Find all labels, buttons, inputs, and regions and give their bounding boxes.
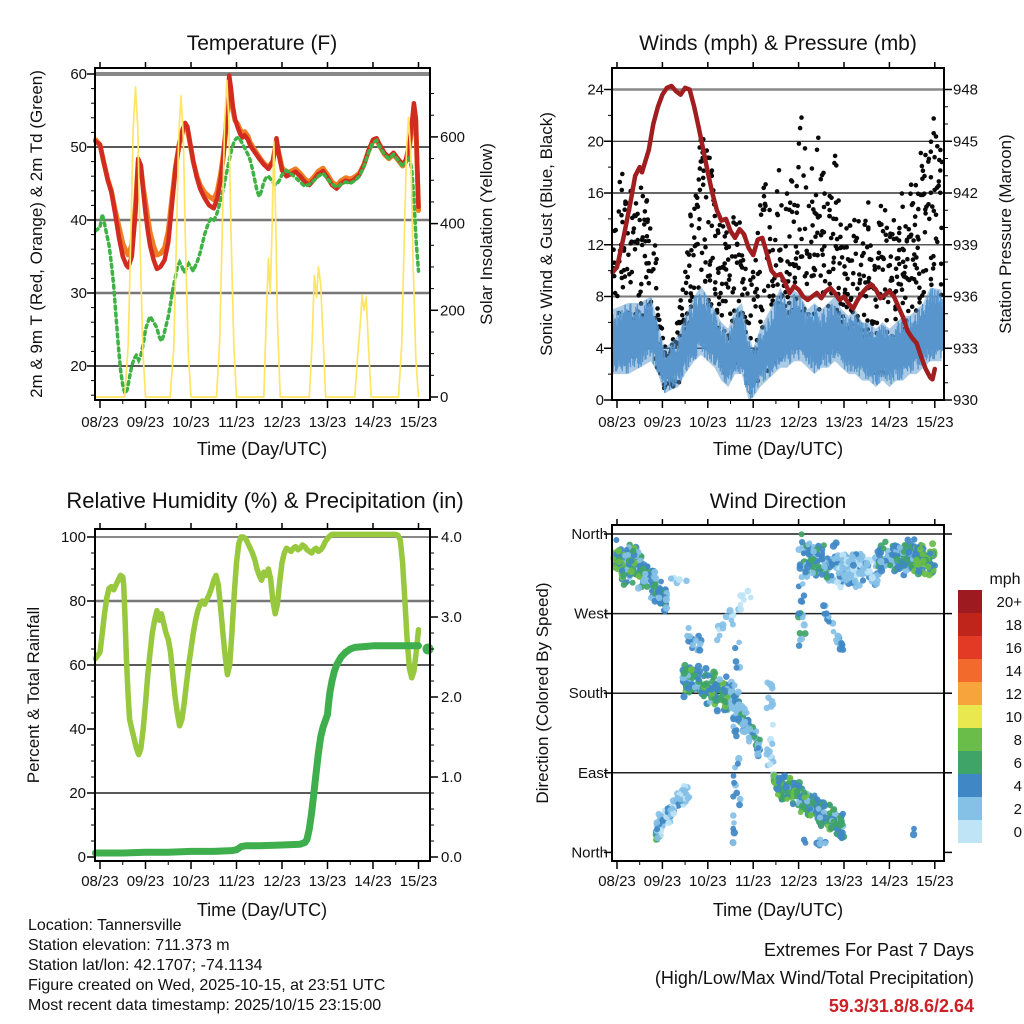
svg-text:20: 20	[587, 133, 604, 151]
speed-legend	[958, 590, 1022, 843]
svg-text:13/23: 13/23	[825, 414, 863, 431]
svg-text:13/23: 13/23	[308, 873, 347, 890]
svg-text:15/23: 15/23	[399, 414, 438, 431]
svg-text:400: 400	[440, 215, 466, 233]
station-location: Location: Tannersville	[28, 917, 182, 934]
svg-text:13/23: 13/23	[825, 873, 863, 890]
svg-text:11/23: 11/23	[218, 873, 255, 890]
station-info	[28, 916, 385, 1016]
svg-text:14/23: 14/23	[354, 873, 392, 890]
legend-swatch	[958, 820, 982, 843]
svg-text:15/23: 15/23	[916, 414, 954, 431]
svg-text:30: 30	[70, 285, 87, 302]
svg-text:14: 14	[1005, 663, 1022, 680]
wind-direction-title: Wind Direction	[709, 490, 847, 513]
figure-created-timestamp: Figure created on Wed, 2025-10-15, at 23:51 UTC	[28, 977, 386, 994]
legend-swatch	[958, 636, 982, 659]
winds-ylabel-left: Sonic Wind & Gust (Blue, Black)	[537, 112, 556, 356]
wind-direction-plot	[569, 519, 954, 890]
winds-xlabel: Time (Day/UTC)	[712, 439, 844, 459]
svg-text:2.0: 2.0	[441, 689, 462, 706]
svg-text:942: 942	[953, 185, 979, 202]
legend-swatch	[958, 751, 982, 774]
wind-direction-ylabel-left: Direction (Colored By Speed)	[533, 582, 552, 804]
svg-text:14/23: 14/23	[354, 414, 392, 431]
station-latlon: Station lat/lon: 42.1707; -74.1134	[28, 957, 263, 974]
most-recent-data-timestamp: Most recent data timestamp: 2025/10/15 23:15:00	[28, 997, 382, 1014]
svg-text:North: North	[571, 844, 608, 862]
wind-direction-xlabel: Time (Day/UTC)	[712, 900, 844, 920]
legend-swatch	[958, 774, 982, 797]
svg-text:08/23: 08/23	[598, 414, 636, 431]
temperature-title: Temperature (F)	[186, 32, 338, 55]
series-total-rainfall	[96, 646, 419, 853]
svg-text:11/23: 11/23	[734, 873, 772, 890]
svg-text:933: 933	[953, 340, 979, 358]
svg-text:09/23: 09/23	[643, 414, 682, 431]
svg-text:24: 24	[587, 81, 604, 99]
station-elevation: Station elevation: 711.373 m	[28, 937, 230, 954]
svg-text:18: 18	[1005, 617, 1022, 634]
svg-text:12/23: 12/23	[263, 873, 301, 890]
svg-text:South: South	[568, 685, 608, 703]
svg-text:945: 945	[953, 133, 979, 151]
humidity-precip-plot	[61, 523, 462, 890]
svg-text:50: 50	[70, 139, 87, 156]
svg-text:936: 936	[953, 288, 979, 306]
extremes-subheading: (High/Low/Max Wind/Total Precipitation)	[654, 968, 974, 988]
svg-text:12/23: 12/23	[779, 873, 818, 890]
svg-text:10/23: 10/23	[172, 414, 210, 431]
svg-text:08/23: 08/23	[81, 873, 119, 890]
svg-text:11/23: 11/23	[218, 414, 255, 431]
svg-text:12/23: 12/23	[263, 414, 301, 431]
svg-text:16: 16	[587, 185, 604, 202]
legend-title: mph	[989, 571, 1021, 588]
series-9m-temp-orange	[96, 87, 419, 255]
legend-swatch	[958, 705, 982, 728]
svg-text:939: 939	[953, 236, 979, 254]
svg-text:3.0: 3.0	[441, 609, 462, 626]
svg-text:8: 8	[595, 288, 604, 306]
svg-text:0.0: 0.0	[441, 849, 462, 866]
series-solar-insolation-yellow	[96, 81, 419, 398]
svg-text:08/23: 08/23	[598, 873, 636, 890]
svg-text:East: East	[577, 764, 608, 782]
wind-direction-scatter	[610, 531, 938, 848]
svg-text:West: West	[574, 605, 608, 623]
svg-text:2: 2	[1013, 801, 1022, 818]
svg-text:600: 600	[440, 128, 466, 146]
svg-text:0: 0	[77, 849, 86, 866]
svg-text:20+: 20+	[996, 594, 1022, 611]
svg-text:North: North	[571, 526, 608, 544]
temperature-plot	[70, 62, 465, 431]
svg-text:60: 60	[69, 657, 86, 674]
svg-text:6: 6	[1013, 755, 1022, 772]
legend-swatch	[958, 659, 982, 682]
temperature-ylabel-left: 2m & 9m T (Red, Orange) & 2m Td (Green)	[27, 70, 46, 398]
svg-text:60: 60	[70, 66, 87, 83]
svg-text:11/23: 11/23	[734, 414, 772, 431]
svg-text:20: 20	[70, 358, 87, 375]
extremes-summary	[655, 936, 974, 1020]
svg-text:10: 10	[1005, 709, 1022, 726]
extremes-values: 59.3/31.8/8.6/2.64	[828, 996, 974, 1016]
svg-text:12: 12	[1005, 686, 1022, 703]
svg-text:12: 12	[587, 236, 604, 254]
svg-text:4.0: 4.0	[441, 529, 462, 546]
extremes-heading: Extremes For Past 7 Days	[763, 940, 974, 960]
svg-text:8: 8	[1013, 732, 1022, 749]
svg-text:0: 0	[595, 392, 604, 409]
svg-text:200: 200	[440, 302, 466, 320]
svg-text:0: 0	[440, 389, 449, 406]
legend-swatch	[958, 590, 982, 613]
winds-pressure-plot	[587, 62, 978, 431]
svg-text:1.0: 1.0	[441, 769, 462, 786]
svg-text:16: 16	[1005, 640, 1022, 657]
humidity-precip-title: Relative Humidity (%) & Precipitation (in)	[66, 488, 464, 513]
legend-swatch	[958, 682, 982, 705]
svg-text:20: 20	[69, 785, 86, 802]
svg-text:08/23: 08/23	[81, 414, 119, 431]
winds-ylabel-right: Station Pressure (Maroon)	[996, 134, 1015, 334]
legend-swatch	[958, 728, 982, 751]
svg-text:10/23: 10/23	[689, 873, 727, 890]
svg-text:4: 4	[1013, 778, 1022, 795]
svg-text:40: 40	[69, 721, 86, 738]
humidity-ylabel-left: Percent & Total Rainfall	[24, 606, 43, 784]
svg-text:15/23: 15/23	[399, 873, 438, 890]
svg-text:10/23: 10/23	[172, 873, 210, 890]
svg-text:948: 948	[953, 81, 979, 99]
svg-text:930: 930	[953, 392, 979, 409]
svg-text:09/23: 09/23	[126, 873, 165, 890]
svg-text:100: 100	[60, 529, 86, 546]
svg-text:09/23: 09/23	[126, 414, 165, 431]
legend-swatch	[958, 613, 982, 636]
svg-text:80: 80	[69, 593, 86, 610]
svg-text:0: 0	[1013, 824, 1022, 841]
svg-text:10/23: 10/23	[689, 414, 727, 431]
svg-text:14/23: 14/23	[870, 873, 909, 890]
svg-text:15/23: 15/23	[916, 873, 954, 890]
svg-text:12/23: 12/23	[779, 414, 818, 431]
svg-text:40: 40	[70, 212, 87, 229]
svg-text:09/23: 09/23	[643, 873, 682, 890]
humidity-xlabel: Time (Day/UTC)	[196, 900, 328, 920]
temperature-xlabel: Time (Day/UTC)	[196, 439, 328, 459]
legend-swatch	[958, 797, 982, 820]
temperature-ylabel-right: Solar Insolation (Yellow)	[477, 143, 496, 325]
winds-pressure-title: Winds (mph) & Pressure (mb)	[639, 32, 917, 55]
svg-text:14/23: 14/23	[870, 414, 909, 431]
svg-text:13/23: 13/23	[308, 414, 347, 431]
svg-text:4: 4	[595, 340, 604, 358]
